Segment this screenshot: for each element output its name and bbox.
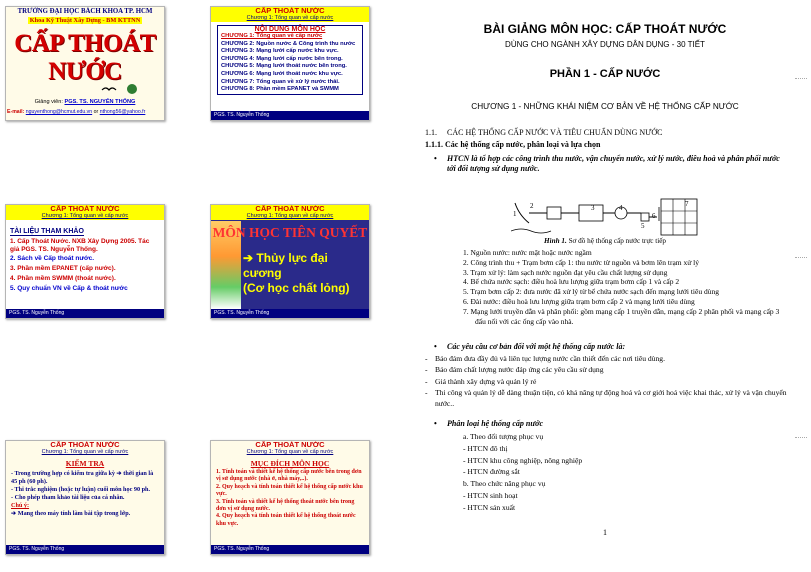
assessment-item: - Cho phép tham khảo tài liệu của cá nhân. [11, 494, 125, 501]
chapter-item: CHƯƠNG 1: Tổng quan về cấp nước [221, 33, 323, 39]
component-item: 6. Đài nước: điều hoà lưu lượng giữa trạm bơm cấp 2 và mạng lưới tiêu dùng [463, 296, 695, 306]
subsection-title: 1.1.1. Các hệ thống cấp nước, phân loại và lựa chọn [425, 140, 601, 149]
bullet-requirements: • Các yêu cầu cơ bản đối với một hệ thống cấp nước là: [434, 342, 626, 351]
chapter-list [218, 33, 362, 94]
component-item: 1. Nguồn nước: nước mặt hoặc nước ngầm [463, 248, 592, 257]
chapter-item: CHƯƠNG 5: Mạng lưới thoát nước bên trong. [221, 63, 347, 70]
chapter-item: CHƯƠNG 8: Phần mềm EPANET và SWMM [221, 86, 339, 93]
assessment-item: - Trong trường hợp có kiểm tra giữa kỳ ➔ thời gian là 45 ph (60 ph). [11, 470, 154, 485]
chapter-item: CHƯƠNG 3: Mạng lưới cấp nước khu vực. [221, 48, 339, 55]
requirements-list [425, 354, 793, 409]
section-title: CÁC HỆ THỐNG CẤP NƯỚC VÀ TIÊU CHUẨN DÙNG NƯỚC [447, 128, 663, 137]
reference-list [6, 238, 164, 294]
slide-title: CẤP THOÁT NƯỚC [255, 6, 325, 15]
figure-label-1: 1 [513, 210, 517, 218]
course-subtitle: DÙNG CHO NGÀNH XÂY DỰNG DÂN DỤNG - 30 TIẾT [505, 40, 705, 49]
bird-icon [101, 85, 117, 95]
slide-title: CẤP THOÁT NƯỚC [50, 440, 120, 449]
slide-subtitle: Chương 1: Tổng quan về cấp nước [246, 15, 334, 21]
bullet-definition: • HTCN là tổ hợp các công trình thu nước, vận chuyển nước, xử lý nước, điều hoà và phân phối nước tới đối tượng sử dụng nước. [434, 154, 780, 173]
prerequisite-line-2: (Cơ học chất lỏng) [243, 281, 350, 295]
slide-title: CẤP THOÁT NƯỚC [50, 204, 120, 213]
component-item: 3. Trạm xử lý: làm sạch nước nguồn đạt yêu cầu chất lượng sử dụng [463, 267, 668, 277]
water-supply-diagram [511, 193, 701, 241]
figure-label-4: 4 [619, 204, 623, 212]
chapter-item: CHƯƠNG 4: Mạng lưới cấp nước bên trong. [221, 55, 343, 62]
slide-subtitle: Chương 1: Tổng quan về cấp nước [41, 449, 129, 455]
reference-item: 3. Phần mềm EPANET (cấp nước). [10, 265, 116, 272]
page-number: 1 [603, 528, 607, 537]
bullet-icon: • [434, 154, 437, 163]
classification-item: a. Theo đối tượng phục vụ [463, 432, 544, 441]
faculty-name: Khoa Kỹ Thuật Xây Dựng - BM KTTNN [29, 17, 141, 24]
lecturer-name: PGS. TS. NGUYỄN THỐNG [64, 99, 136, 105]
email-1[interactable]: nguyenthong@hcmut.edu.vn [25, 109, 93, 115]
lecture-notes-page [415, 0, 811, 572]
course-title: BÀI GIẢNG MÔN HỌC: CẤP THOÁT NƯỚC [483, 22, 727, 36]
bullet-icon: • [434, 419, 437, 428]
margin-mark [795, 78, 807, 79]
component-item: 2. Công trình thu + Trạm bơm cấp 1: thu nước từ nguồn và bơm lên trạm xử lý [463, 257, 700, 267]
figure-caption: Sơ đồ hệ thống cấp nước trực tiếp [568, 237, 666, 245]
references-heading: TÀI LIỆU THAM KHẢO [10, 228, 84, 235]
slide-title: CẤP THOÁT NƯỚC [255, 440, 325, 449]
slide-title: CẤP THOÁT NƯỚC [255, 204, 325, 213]
classification-item: - HTCN sản xuất [463, 502, 516, 512]
slide-header [211, 205, 369, 220]
bullet-icon: • [434, 342, 437, 351]
figure-label-2: 2 [530, 202, 534, 210]
objective-item: 4. Quy hoạch và tính toán thiết kế hệ thống thoát nước khu vực. [216, 513, 356, 527]
arrow-icon: ➔ [243, 251, 254, 265]
slide-header [211, 7, 369, 22]
component-list [463, 248, 791, 326]
classification-item: - HTCN khu công nghiệp, nông nghiệp [463, 455, 583, 465]
requirement-item: - Bảo đảm chất lượng nước đáp ứng các yêu cầu sử dụng [425, 365, 604, 375]
objective-item: 2. Quy hoạch và tính toán thiết kế hệ thống cấp nước khu vực. [216, 483, 363, 498]
slide-3-references[interactable] [5, 204, 165, 319]
objective-item: 3. Tính toán và thiết kế hệ thống thoát nước bên trong đơn vị sử dụng nước. [216, 498, 355, 513]
email-2[interactable]: nthong56@yahoo.fr [99, 109, 146, 115]
part-title: PHẦN 1 - CẤP NƯỚC [549, 68, 661, 80]
prerequisite-line-1: Thủy lực đại cương [243, 251, 328, 280]
objective-item: 1. Tính toán và thiết kế hệ thống cấp nước bên trong đơn vị sử dụng nước (nhà ở, nhà máy,..). [216, 469, 362, 483]
course-title: CẤP THOÁT NƯỚC [14, 30, 156, 85]
classification-item: - HTCN đường sắt [463, 467, 520, 477]
slide-6-objectives[interactable] [210, 440, 370, 555]
contents-title: NỘI DUNG MÔN HỌC [254, 26, 326, 33]
figure-label-7: 7 [685, 200, 689, 208]
school-name: TRƯỜNG ĐẠI HỌC BÁCH KHOA TP. HCM [17, 8, 153, 15]
classification-item: - HTCN sinh hoạt [463, 490, 518, 500]
slide-footer: PGS. TS. Nguyễn Thống [211, 309, 369, 318]
classification-item: - HTCN đô thị [463, 443, 508, 453]
figure-label-6: 6 [652, 212, 656, 220]
reference-item: 4. Phần mềm SWMM (thoát nước). [10, 275, 116, 282]
classification-item: b. Theo chức năng phục vụ [463, 479, 546, 489]
plant-icon [126, 83, 138, 95]
slide-header [6, 205, 164, 220]
slide-4-prerequisite[interactable] [210, 204, 370, 319]
chapter-item: CHƯƠNG 6: Mạng lưới thoát nước khu vực. [221, 70, 343, 77]
objectives-heading: MỤC ĐÍCH MÔN HỌC [250, 459, 330, 468]
reference-item: 5. Quy chuẩn VN về Cấp & thoát nước [10, 285, 128, 292]
component-item: 4. Bể chứa nước sạch: điều hoà lưu lượng giữa trạm bơm cấp 1 và cấp 2 [463, 277, 680, 287]
margin-mark [795, 257, 807, 258]
slide-2-contents[interactable] [210, 6, 370, 121]
slide-1-title[interactable] [5, 6, 165, 121]
note-label: Chú ý: [11, 502, 30, 509]
requirement-item: - Bảo đảm đưa đầy đủ và liên tục lượng nước cần thiết đến các nơi tiêu dùng. [425, 354, 665, 363]
slide-footer: PGS. TS. Nguyễn Thống [6, 545, 164, 554]
slide-footer: PGS. TS. Nguyễn Thống [6, 309, 164, 318]
reference-item: 2. Sách về Cấp thoát nước. [10, 255, 95, 262]
objectives-list [211, 469, 369, 528]
slide-subtitle: Chương 1: Tổng quan về cấp nước [246, 213, 334, 219]
reference-item: 1. Cấp Thoát Nước. NXB Xây Dựng 2005. Tác giả PGS. TS. Nguyễn Thống. [10, 238, 150, 253]
assessment-item: - Thi trắc nghiệm (hoặc tự luận) cuối môn học 90 ph. [11, 486, 151, 493]
slide-header [211, 441, 369, 456]
assessment-heading: KIỂM TRA [65, 459, 105, 468]
bullet-classification: • Phân loại hệ thống cấp nước [434, 419, 543, 428]
slide-subtitle: Chương 1: Tổng quan về cấp nước [246, 449, 334, 455]
chapter-title: CHƯƠNG 1 - NHỮNG KHÁI NIỆM CƠ BẢN VỀ HỆ THỐNG CẤP NƯỚC [471, 102, 739, 111]
contents-box [217, 25, 363, 95]
slide-5-assessment[interactable] [5, 440, 165, 555]
slide-footer: PGS. TS. Nguyễn Thống [211, 111, 369, 120]
lecturer-label: Giảng viên: [34, 99, 63, 105]
assessment-list [6, 470, 164, 518]
classification-list [463, 431, 582, 514]
slide-footer: PGS. TS. Nguyễn Thống [211, 545, 369, 554]
requirement-item: - Giá thành xây dựng và quản lý rẻ [425, 376, 537, 386]
slide-header [6, 441, 164, 456]
note-item: ➔ Mang theo máy tính làm bài tập trong lớp. [11, 510, 131, 517]
component-item: 7. Mạng lưới truyền dẫn và phân phối: gồm mạng cấp 1 truyền dẫn, mạng cấp 2 phân phối và mạng cấp 3 đấu nối với các ống cấp vào nhà. [463, 306, 780, 326]
email-or: or [93, 109, 99, 115]
section-number: 1.1. [425, 128, 437, 137]
margin-mark [795, 437, 807, 438]
requirement-item: - Thi công và quản lý dễ dàng thuận tiện, có khả năng tự động hoá và cơ giới hoá việc khai thác, xử lý và vận chuyển nước.. [425, 388, 787, 408]
figure-label-3: 3 [591, 204, 595, 212]
email-label: E-mail: [7, 109, 25, 115]
chapter-item: CHƯƠNG 2: Nguồn nước & Công trình thu nước [221, 40, 356, 47]
component-item: 5. Trạm bơm cấp 2: đưa nước đã xử lý từ bể chứa nước sạch đến mạng lưới tiêu dùng [463, 287, 719, 297]
slide-subtitle: Chương 1: Tổng quan về cấp nước [41, 213, 129, 219]
prerequisite-title: MÔN HỌC TIÊN QUYẾT [212, 225, 368, 240]
figure-caption-label: Hình 1. [543, 237, 567, 245]
chapter-item: CHƯƠNG 7: Tổng quan về xử lý nước thải. [221, 78, 340, 85]
figure-label-5: 5 [641, 222, 645, 230]
